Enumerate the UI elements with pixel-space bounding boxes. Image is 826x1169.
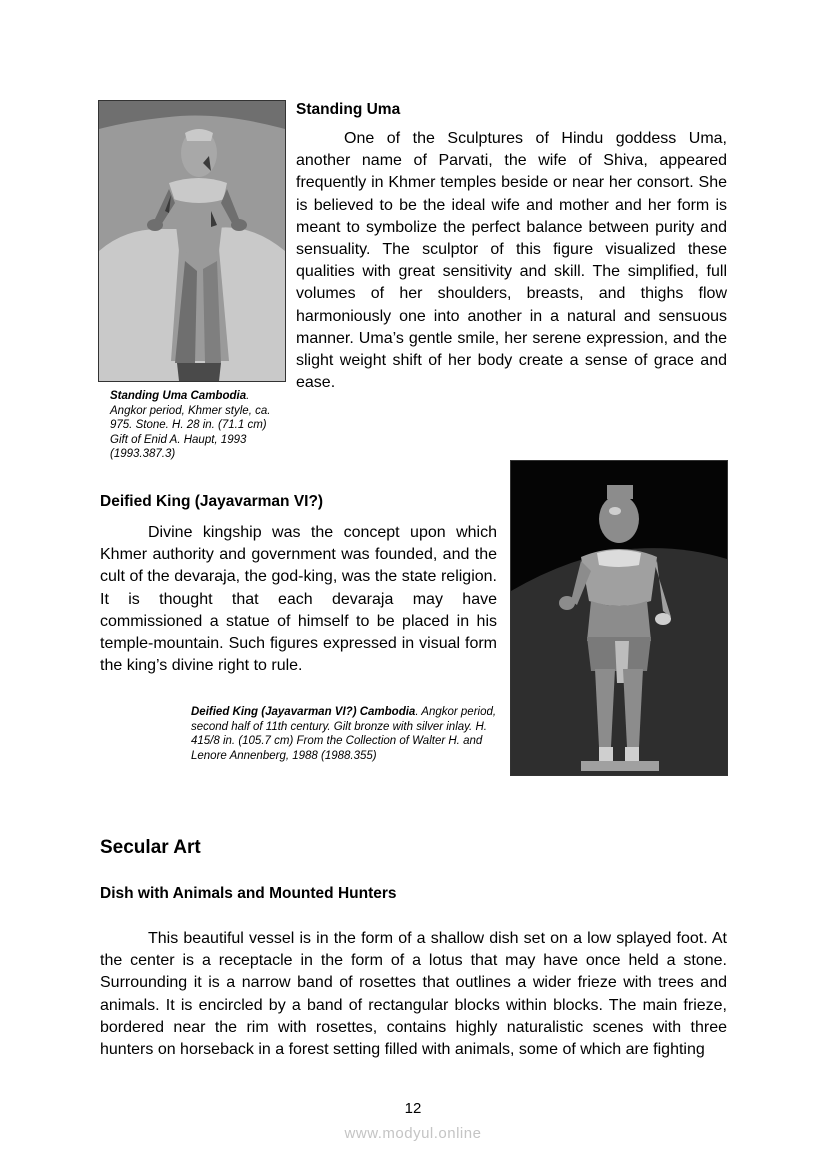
- dish-subheading: Dish with Animals and Mounted Hunters: [100, 885, 397, 902]
- deified-king-caption: [191, 705, 499, 763]
- standing-uma-sculpture-image: [99, 101, 285, 381]
- deified-king-body: [100, 522, 497, 677]
- deified-king-photo: [510, 460, 728, 776]
- caption-details: . Angkor period, second half of 11th century. Gilt bronze with silver inlay. H. 415/8 in. (105.7 cm) From the Collection of Walter H. and Lenore Annenberg, 1988 (1988.355): [191, 706, 497, 762]
- watermark: www.modyul.online: [344, 1125, 482, 1142]
- page-number: 12: [404, 1100, 422, 1117]
- standing-uma-title: Standing Uma: [296, 101, 401, 118]
- deified-king-title: Deified King (Jayavarman VI?): [100, 493, 324, 510]
- secular-art-heading: Secular Art: [100, 837, 201, 858]
- body-text: Divine kingship was the concept upon which Khmer authority and government was founded, and the cult of the devaraja, the god-king, was the state religion. It is thought that each devaraja may have commissioned a statue of himself to be placed in his temple-mountain. Such figures expressed in visual form the king’s divine right to rule.: [100, 524, 497, 675]
- deified-king-sculpture-image: [511, 461, 727, 775]
- caption-details: . Angkor period, Khmer style, ca. 975. Stone. H. 28 in. (71.1 cm) Gift of Enid A. Haupt, 1993 (1993.387.3): [110, 390, 271, 460]
- body-text: One of the Sculptures of Hindu goddess Uma, another name of Parvati, the wife of Shiva, appeared frequently in Khmer temples beside or near her consort. She is believed to be the ideal wife and mother and her form is meant to symbolize the perfect balance between purity and sensuality. The sculptor of this figure visualized these qualities with great sensitivity and skill. The simplified, full volumes of her shoulders, breasts, and thighs flow harmoniously one into another in a natural and sensuous manner. Uma’s gentle smile, her serene expression, and the slight weight shift of her body create a sense of grace and ease.: [296, 130, 727, 392]
- standing-uma-body: [296, 128, 727, 394]
- body-text: This beautiful vessel is in the form of a shallow dish set on a low splayed foot. At the center is a receptacle in the form of a lotus that may have once held a stone. Surrounding it is a narrow band of rosettes that outlines a wider frieze with trees and animals. It is encircled by a band of rectangular blocks within blocks. The main frieze, bordered near the rim with rosettes, contains highly naturalistic scenes with three hunters on horseback in a forest setting filled with animals, some of which are fighting: [100, 930, 727, 1059]
- caption-title: Deified King (Jayavarman VI?) Cambodia: [191, 706, 416, 718]
- dish-body: [100, 928, 727, 1061]
- caption-title: Standing Uma Cambodia: [110, 390, 247, 402]
- standing-uma-photo: [98, 100, 286, 382]
- standing-uma-caption: [110, 389, 282, 462]
